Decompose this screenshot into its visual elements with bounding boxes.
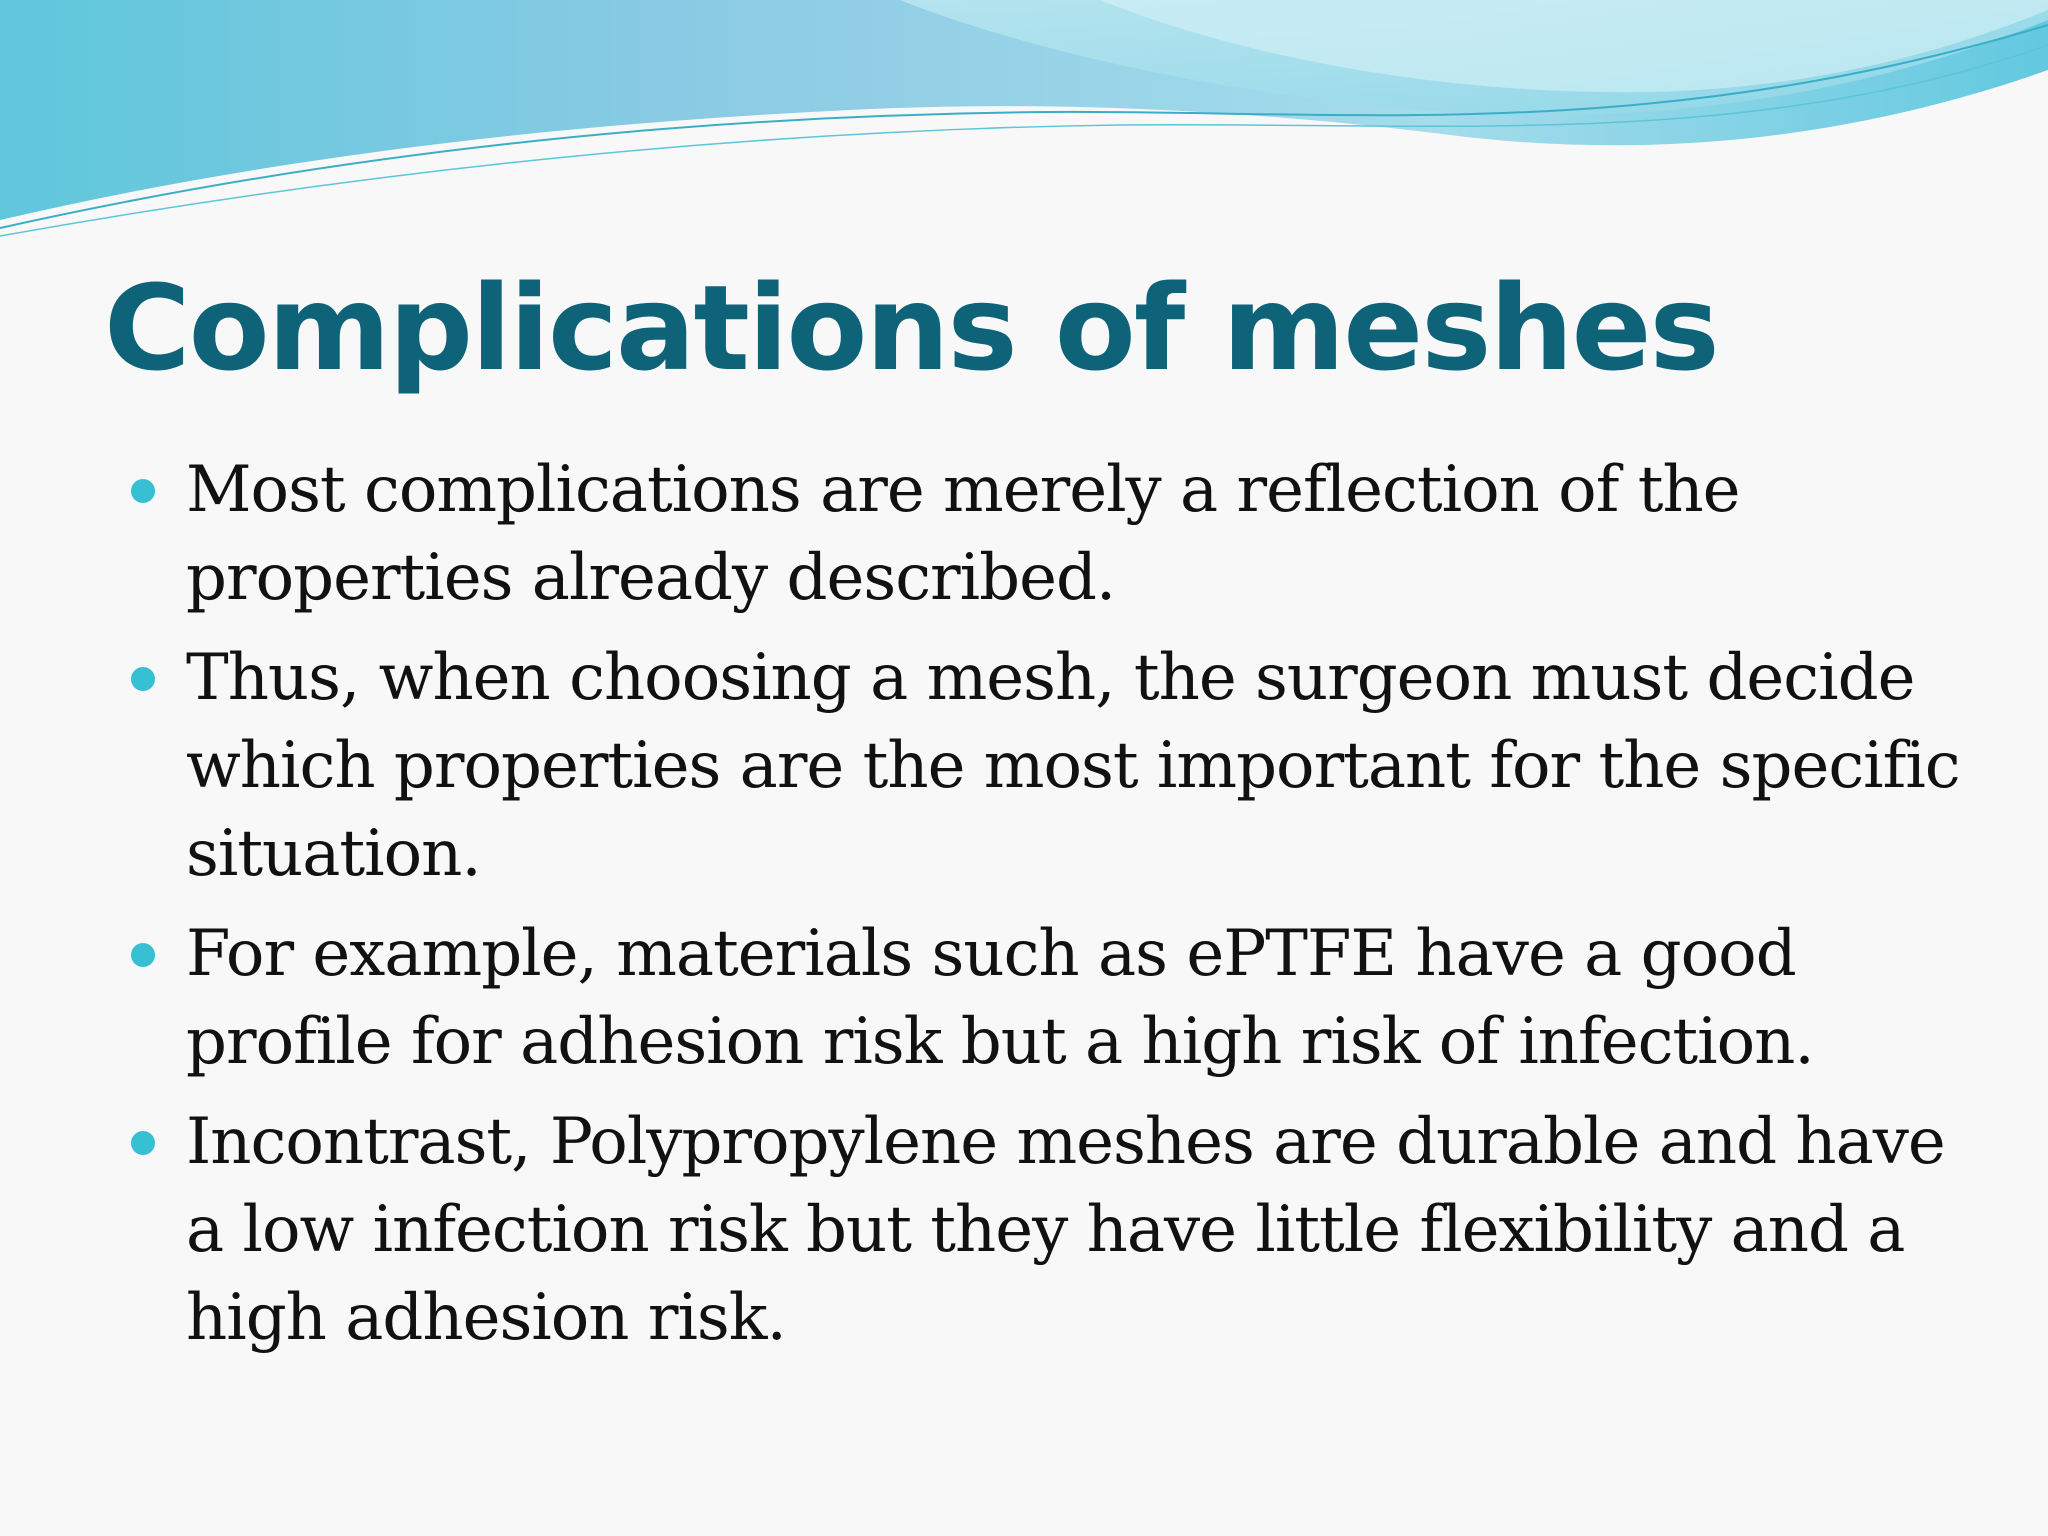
bullet-item xyxy=(186,446,1986,622)
bullet-text: Incontrast, Polypropylene meshes are durable and have a low infection risk but they have little flexibility and a high adhesion risk. xyxy=(186,1105,1945,1355)
bullet-dot-icon xyxy=(131,667,155,691)
bullet-item xyxy=(186,634,1986,898)
header-wave-decoration xyxy=(0,0,2048,240)
bullet-list xyxy=(186,446,1986,1374)
bullet-text: Thus, when choosing a mesh, the surgeon must decide which properties are the most important for the specific situation. xyxy=(186,641,1960,891)
bullet-text: For example, materials such as ePTFE have a good profile for adhesion risk but a high risk of infection. xyxy=(186,917,1814,1079)
bullet-dot-icon xyxy=(131,1131,155,1155)
slide-title: Complications of meshes xyxy=(104,259,1718,397)
bullet-item xyxy=(186,910,1986,1086)
bullet-text: Most complications are merely a reflection of the properties already described. xyxy=(186,453,1740,615)
bullet-dot-icon xyxy=(131,943,155,967)
bullet-item xyxy=(186,1098,1986,1362)
bullet-dot-icon xyxy=(131,479,155,503)
